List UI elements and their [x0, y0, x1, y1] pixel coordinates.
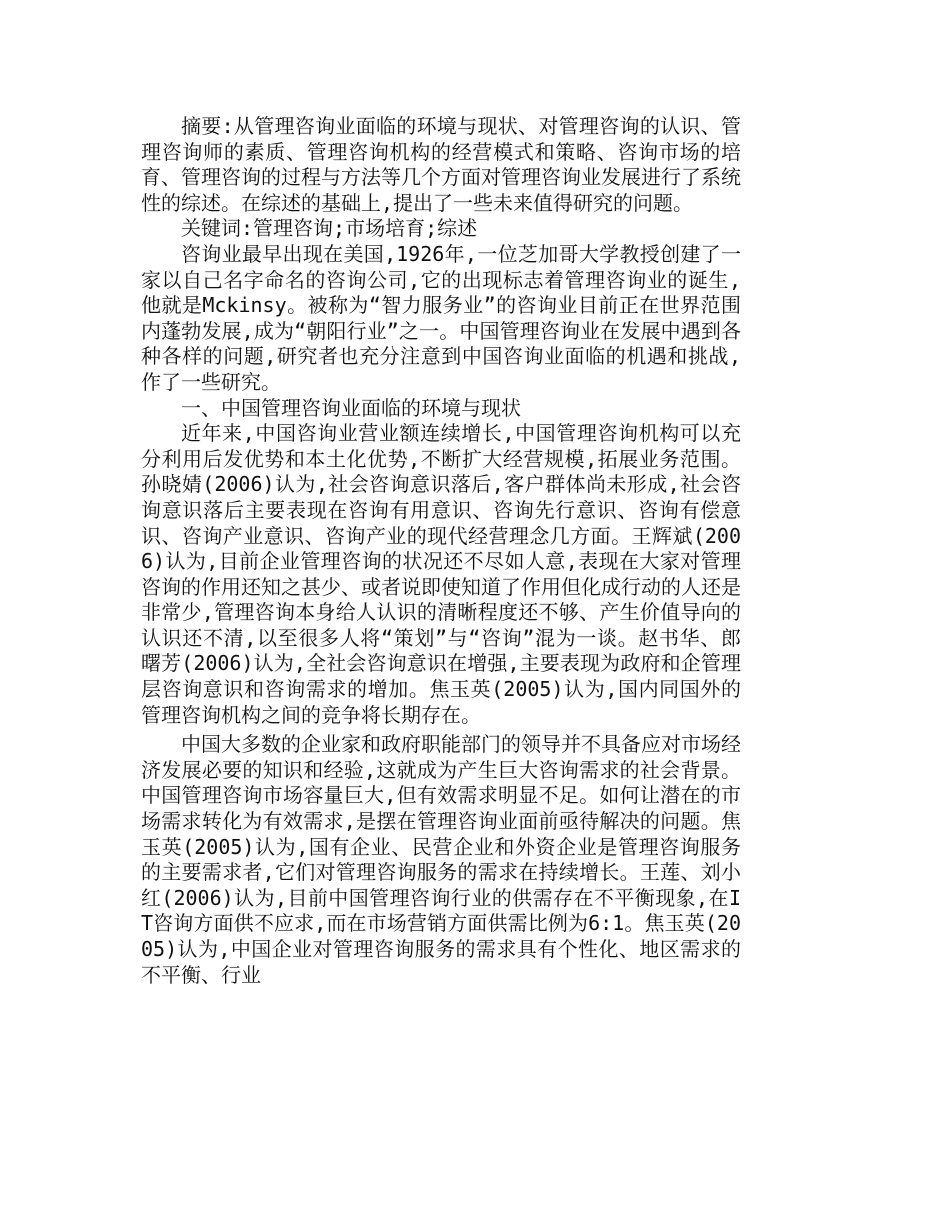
section-heading: 一、中国管理咨询业面临的环境与现状	[181, 395, 521, 420]
keywords-paragraph: 关键词:管理咨询;市场培育;综述	[181, 216, 478, 241]
body-paragraph-environment: 近年来,中国咨询业营业额连续增长,中国管理咨询机构可以充分利用后发优势和本土化优势,不断扩大经营规模,拓展业务范围。孙晓婧(2006)认为,社会咨询意识落后,客户群体尚未形成,社会咨询意识落后主要表现在咨询有用意识、咨询先行意识、咨询有偿意识、咨询产业意识、咨询产业的现代经营理念几方面。王辉斌(2006)认为,目前企业管理咨询的状况还不尽如人意,表现在大家对管理咨询的作用还知之甚少、或者说即使知道了作用但化成行动的人还是非常少,管理咨询本身给人认识的清晰程度还不够、产生价值导向的认识还不清,以至很多人将“策划”与“咨询”混为一谈。赵书华、郎曙芳(2006)认为,全社会咨询意识在增强,主要表现为政府和企管理层咨询意识和咨询需求的增加。焦玉英(2005)认为,国内同国外的管理咨询机构之间的竞争将长期存在。	[141, 421, 741, 727]
intro-paragraph: 咨询业最早出现在美国,1926年,一位芝加哥大学教授创建了一家以自己名字命名的咨询公司,它的出现标志着管理咨询业的诞生,他就是Mckinsy。被称为“智力服务业”的咨询业目前正在世界范围内蓬勃发展,成为“朝阳行业”之一。中国管理咨询业在发展中遇到各种各样的问题,研究者也充分注意到中国咨询业面临的机遇和挑战,作了一些研究。	[141, 241, 741, 394]
abstract-paragraph: 摘要:从管理咨询业面临的环境与现状、对管理咨询的认识、管理咨询师的素质、管理咨询机构的经营模式和策略、咨询市场的培育、管理咨询的过程与方法等几个方面对管理咨询业发展进行了系统性的综述。在综述的基础上,提出了一些未来值得研究的问题。	[141, 114, 741, 215]
body-paragraph-demand: 中国大多数的企业家和政府职能部门的领导并不具备应对市场经济发展必要的知识和经验,这就成为产生巨大咨询需求的社会背景。中国管理咨询市场容量巨大,但有效需求明显不足。如何让潜在的市场需求转化为有效需求,是摆在管理咨询业面前亟待解决的问题。焦玉英(2005)认为,国有企业、民营企业和外资企业是管理咨询服务的主要需求者,它们对管理咨询服务的需求在持续增长。王莲、刘小红(2006)认为,目前中国管理咨询行业的供需存在不平衡现象,在IT咨询方面供不应求,而在市场营销方面供需比例为6:1。焦玉英(2005)认为,中国企业对管理咨询服务的需求具有个性化、地区需求的不平衡、行业	[141, 732, 741, 987]
document-page	[141, 114, 741, 988]
